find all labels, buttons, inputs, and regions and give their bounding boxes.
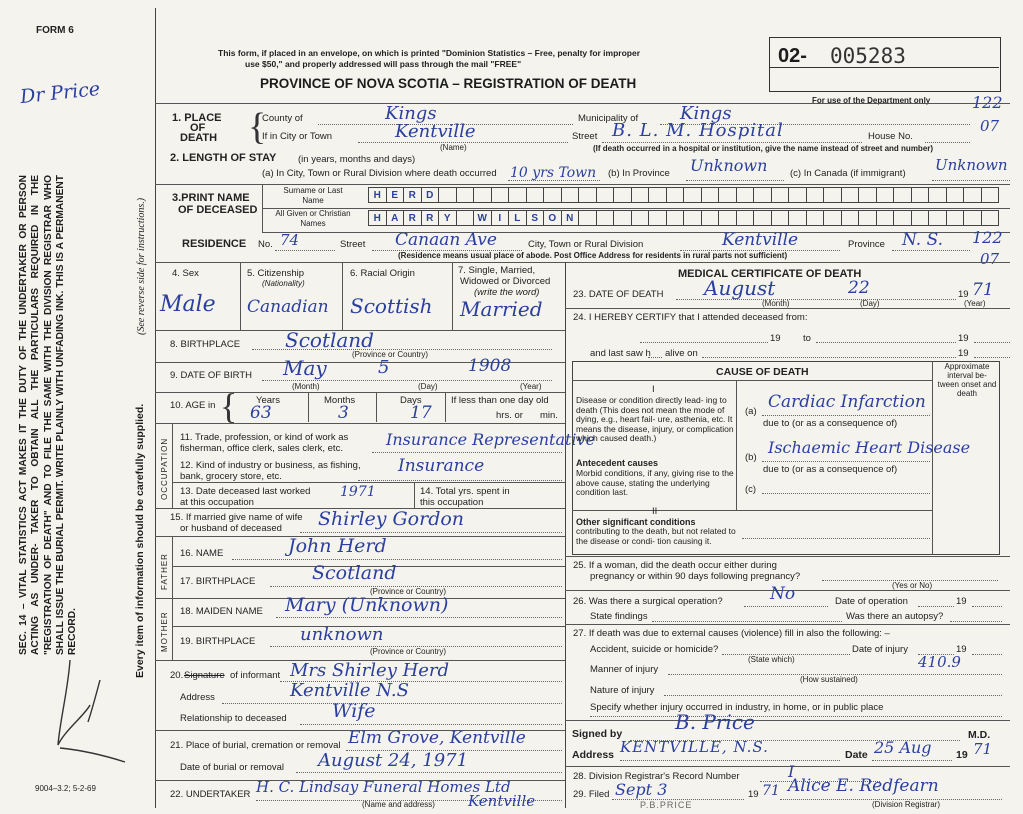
- stay-label-note: (in years, months and days): [298, 154, 416, 165]
- burial-place-label: 21. Place of burial, cremation or removal: [170, 740, 341, 751]
- dept-code-2: 07: [980, 117, 1000, 135]
- dept-code-3: 122: [972, 228, 1003, 247]
- father-name-value: John Herd: [288, 535, 387, 557]
- trade-label-2: fisherman, office clerk, sales clerk, etc.: [180, 443, 343, 454]
- name-letter-box: [928, 187, 947, 203]
- citizenship-note: (Nationality): [262, 279, 305, 288]
- sign-year-prefix: 19: [956, 749, 968, 761]
- age-months-label: Months: [324, 395, 356, 406]
- name-letter-box: [911, 187, 930, 203]
- name-letter-box: [473, 187, 492, 203]
- name-letter-box: [683, 187, 702, 203]
- name-letter-box: [561, 187, 580, 203]
- residence-province: N. S.: [902, 230, 944, 250]
- registrar-stamp: P.B.PRICE: [640, 800, 693, 810]
- father-province-caption: (Province or Country): [370, 587, 447, 596]
- name-letter-box: [981, 187, 1000, 203]
- name-letter-box: [963, 210, 982, 226]
- name-letter-box: N: [561, 210, 580, 226]
- print-code: 9004–3.2; 5-2-69: [35, 784, 96, 793]
- other-conditions-label: Other significant conditions: [576, 517, 696, 527]
- injury-year: 19: [956, 644, 967, 655]
- name-letter-box: E: [386, 187, 405, 203]
- residence-city: Kentville: [722, 230, 799, 250]
- marital-label-1: 7. Single, Married,: [458, 265, 536, 276]
- name-letter-box: [981, 210, 1000, 226]
- death-month: August: [704, 276, 776, 300]
- physician-address-label: Address: [572, 749, 615, 761]
- name-letter-box: [701, 187, 720, 203]
- cause-code: 410.9: [918, 653, 961, 671]
- name-letter-box: [578, 187, 597, 203]
- manner-label: Manner of injury: [590, 664, 659, 675]
- autopsy-label: Was there an autopsy?: [846, 611, 944, 622]
- sign-date-label: Date: [845, 749, 868, 761]
- name-letter-box: H: [368, 187, 387, 203]
- nature-label: Nature of injury: [590, 685, 655, 696]
- medical-title: MEDICAL CERTIFICATE OF DEATH: [678, 268, 862, 280]
- name-label-2: OF DECEASED: [178, 204, 258, 216]
- residence-city-label: City, Town or Rural Division: [528, 239, 644, 250]
- specify-label: Specify whether injury occurred in industry, in home, or in public place: [590, 702, 884, 713]
- due-to-b: due to (or as a consequence of): [763, 464, 898, 475]
- father-birthplace-label: 17. BIRTHPLACE: [180, 576, 256, 587]
- industry-label-1: 12. Kind of industry or business, as fishing,: [180, 460, 361, 471]
- dob-month-caption: (Month): [292, 382, 320, 391]
- stay-label: 2. LENGTH OF STAY: [170, 152, 277, 164]
- attend-year-2: 19: [958, 333, 969, 344]
- registrar-caption: (Division Registrar): [872, 800, 941, 809]
- cause-a-label: (a): [745, 406, 757, 417]
- signed-by-label: Signed by: [572, 728, 623, 740]
- attend-label: 24. I HEREBY CERTIFY that I attended deceased from:: [573, 312, 808, 323]
- hrs-label: hrs. or: [496, 410, 523, 421]
- sex-label: 4. Sex: [172, 268, 199, 279]
- name-label-1: 3.PRINT NAME: [172, 192, 250, 204]
- name-letter-box: [753, 210, 772, 226]
- total-years-label-2: this occupation: [420, 497, 484, 508]
- filed-label: 29. Filed: [573, 789, 610, 800]
- registration-number-box: [769, 37, 1001, 92]
- name-letter-box: [753, 187, 772, 203]
- age-label: 10. AGE in: [170, 400, 216, 411]
- age-years: 63: [250, 403, 272, 423]
- death-day-caption: (Day): [860, 299, 880, 308]
- less-day-label: If less than one day old: [451, 395, 549, 406]
- woman-label-2: pregnancy or within 90 days following pregnancy?: [590, 571, 801, 582]
- name-letter-box: [771, 187, 790, 203]
- name-letter-box: [508, 187, 527, 203]
- name-letter-box: [841, 187, 860, 203]
- name-letter-box: [771, 210, 790, 226]
- stay-province-value: Unknown: [690, 156, 768, 175]
- name-letter-box: [788, 187, 807, 203]
- last-saw-label: and last saw h: [590, 348, 651, 359]
- city-value: Kentville: [395, 121, 476, 142]
- mother-side-label: MOTHER: [160, 611, 169, 652]
- informant-signature-struck: Signature: [184, 670, 225, 681]
- name-letter-box: R: [403, 210, 422, 226]
- op-year: 19: [956, 596, 967, 607]
- name-letter-box: [666, 187, 685, 203]
- yes-no-caption: (Yes or No): [892, 581, 933, 590]
- form-left-border: [155, 8, 156, 808]
- form-title: PROVINCE OF NOVA SCOTIA – REGISTRATION OF DEATH: [260, 76, 637, 91]
- racial-label: 6. Racial Origin: [350, 268, 415, 279]
- name-letter-box: [438, 187, 457, 203]
- racial-value: Scottish: [350, 294, 433, 318]
- dob-day-caption: (Day): [418, 382, 438, 391]
- name-letter-box: S: [526, 210, 545, 226]
- age-years-label: Years: [256, 395, 280, 406]
- place-label-1: 1. PLACE: [172, 112, 222, 124]
- name-letter-box: H: [368, 210, 387, 226]
- burial-place-value: Elm Grove, Kentville: [348, 728, 526, 748]
- due-to-a: due to (or as a consequence of): [763, 418, 898, 429]
- residence-street-label: Street: [340, 239, 366, 250]
- name-letter-box: [718, 210, 737, 226]
- name-letter-box: D: [421, 187, 440, 203]
- attend-to: to: [803, 333, 811, 344]
- place-label-3: DEATH: [180, 132, 218, 144]
- sign-year: 71: [973, 740, 993, 758]
- attend-year-1: 19: [770, 333, 781, 344]
- name-letter-box: [596, 187, 615, 203]
- marital-label-3: (write the word): [474, 287, 540, 298]
- last-worked-label-1: 13. Date deceased last worked: [180, 486, 311, 497]
- dob-month: May: [283, 356, 327, 380]
- name-letter-box: [683, 210, 702, 226]
- dob-label: 9. DATE OF BIRTH: [170, 370, 252, 381]
- margin-annotation: Dr Price: [19, 77, 102, 109]
- occupation-side-label: OCCUPATION: [160, 437, 169, 500]
- sex-value: Male: [160, 292, 216, 317]
- county-label: County of: [262, 113, 303, 124]
- disease-label: Disease or condition directly lead- ing to death (This does not mean the mode of dying, e.g., heart fail- ure, asthenia, etc. It means the disease, injury, or complication which caused death.): [576, 395, 734, 443]
- name-letter-box: [718, 187, 737, 203]
- cause-a-value: Cardiac Infarction: [768, 392, 926, 412]
- dept-code-1: 122: [972, 93, 1003, 112]
- interval-label: Approximate interval be- tween onset and death: [937, 362, 997, 398]
- filed-date: Sept 3: [615, 780, 668, 799]
- envelope-note-1: This form, if placed in an envelope, on which is printed "Dominion Statistics – Free, penalty for improper: [218, 48, 641, 58]
- city-label: If in City or Town: [262, 131, 333, 142]
- name-letter-box: [823, 187, 842, 203]
- total-years-label-1: 14. Total yrs. spent in: [420, 486, 510, 497]
- cause-c-label: (c): [745, 484, 757, 495]
- roman-one: I: [652, 384, 655, 395]
- hospital-note: (If death occurred in a hospital or institution, give the name instead of street and number): [593, 144, 934, 153]
- name-letter-box: [893, 210, 912, 226]
- street-label: Street: [572, 131, 598, 142]
- reg-number: 005283: [830, 44, 906, 68]
- other-conditions-text: contributing to the death, but not related to the disease or condi- tion causing it.: [576, 526, 736, 546]
- burial-date-label: Date of burial or removal: [180, 762, 285, 773]
- name-letter-box: [648, 210, 667, 226]
- undertaker-value: H. C. Lindsay Funeral Homes Ltd: [256, 778, 511, 796]
- physician-signature: B. Price: [675, 710, 755, 734]
- name-letter-box: [631, 187, 650, 203]
- name-letter-box: Y: [438, 210, 457, 226]
- relationship-value: Wife: [332, 700, 376, 722]
- name-letter-box: [963, 187, 982, 203]
- name-letter-box: [806, 187, 825, 203]
- dob-year: 1908: [468, 356, 512, 376]
- stay-canada-label: (c) In Canada (if immigrant): [790, 168, 906, 179]
- state-which-caption: (State which): [748, 655, 795, 664]
- reverse-side-note: (See reverse side for instructions.): [136, 197, 147, 335]
- name-letter-box: L: [508, 210, 527, 226]
- name-letter-box: [928, 210, 947, 226]
- name-letter-box: [823, 210, 842, 226]
- name-letter-box: [788, 210, 807, 226]
- dob-year-caption: (Year): [520, 382, 542, 391]
- age-days-label: Days: [400, 395, 422, 406]
- name-letter-box: [841, 210, 860, 226]
- name-letter-box: [456, 187, 475, 203]
- name-letter-box: [543, 187, 562, 203]
- injury-date-label: Date of injury: [852, 644, 908, 655]
- name-letter-box: R: [421, 210, 440, 226]
- cause-title: CAUSE OF DEATH: [716, 366, 809, 378]
- name-letter-box: [893, 187, 912, 203]
- informant-address-label: Address: [180, 692, 215, 703]
- name-letter-box: W: [473, 210, 492, 226]
- birthplace-value: Scotland: [285, 328, 374, 352]
- name-letter-box: [946, 187, 965, 203]
- informant-address: Kentville N.S: [290, 680, 409, 701]
- citizenship-value: Canadian: [247, 297, 329, 317]
- name-letter-box: [648, 187, 667, 203]
- street-value: B. L. M. Hospital: [612, 120, 784, 141]
- marital-value: Married: [460, 297, 543, 321]
- birthplace-label: 8. BIRTHPLACE: [170, 339, 241, 350]
- dob-day: 5: [378, 357, 390, 378]
- name-letter-box: [858, 210, 877, 226]
- wife-value: Shirley Gordon: [318, 508, 465, 530]
- record-number-label: 28. Division Registrar's Record Number: [573, 771, 740, 782]
- death-date-label: 23. DATE OF DEATH: [573, 289, 664, 300]
- residence-province-label: Province: [848, 239, 885, 250]
- accident-label: Accident, suicide or homicide?: [590, 644, 719, 655]
- name-letter-box: [701, 210, 720, 226]
- registrar-signature: Alice E. Redfearn: [788, 776, 939, 796]
- industry-label-2: bank, grocery store, etc.: [180, 471, 282, 482]
- name-letter-box: [526, 187, 545, 203]
- residence-no: 74: [280, 231, 300, 249]
- alive-on-label: alive on: [665, 348, 698, 359]
- name-letter-box: I: [491, 210, 510, 226]
- carefully-supplied-note: Every item of information should be carefully supplied.: [134, 403, 146, 678]
- mother-birthplace-label: 19. BIRTHPLACE: [180, 636, 256, 647]
- trade-label-1: 11. Trade, profession, or kind of work as: [180, 432, 349, 443]
- name-letter-box: [578, 210, 597, 226]
- min-label: min.: [540, 410, 558, 421]
- informant-name: Mrs Shirley Herd: [290, 660, 450, 681]
- death-year-caption: (Year): [964, 299, 986, 308]
- municipality-value: Kings: [680, 103, 732, 124]
- name-letter-box: [876, 187, 895, 203]
- house-label: House No.: [868, 131, 913, 142]
- burial-date-value: August 24, 1971: [318, 750, 469, 771]
- mother-birthplace-value: unknown: [300, 624, 384, 645]
- roman-two: II: [652, 506, 658, 517]
- name-letter-box: [736, 187, 755, 203]
- name-letter-box: [911, 210, 930, 226]
- wife-label-1: 15. If married give name of wife: [170, 512, 303, 523]
- residence-note: (Residence means usual place of abode. Post Office Address for residents in rural parts not sufficient): [398, 251, 788, 260]
- name-letter-box: [456, 210, 475, 226]
- place-label-2: OF: [190, 122, 206, 134]
- external-label: 27. If death was due to external causes (violence) fill in also the following: –: [573, 628, 890, 639]
- residence-label: RESIDENCE: [182, 238, 247, 250]
- name-letter-box: [631, 210, 650, 226]
- antecedent-label: Antecedent causes: [576, 458, 659, 468]
- name-letter-box: [876, 210, 895, 226]
- last-worked-label-2: at this occupation: [180, 497, 254, 508]
- sign-date: 25 Aug: [874, 738, 932, 757]
- name-letter-box: [858, 187, 877, 203]
- age-days: 17: [410, 403, 432, 423]
- name-letter-box: [613, 210, 632, 226]
- undertaker-label: 22. UNDERTAKER: [170, 789, 251, 800]
- how-sustained-caption: (How sustained): [800, 675, 858, 684]
- dept-code-4: 07: [980, 250, 1000, 268]
- stay-canada-value: Unknown: [935, 156, 1008, 174]
- municipality-label: Municipality of: [578, 113, 639, 124]
- cause-b-value: Ischaemic Heart Disease: [768, 438, 971, 457]
- record-number: I: [788, 762, 795, 781]
- mother-name-label: 18. MAIDEN NAME: [180, 606, 263, 617]
- name-letter-box: O: [543, 210, 562, 226]
- father-birthplace-value: Scotland: [312, 562, 397, 584]
- name-letter-box: [946, 210, 965, 226]
- father-side-label: FATHER: [160, 553, 169, 590]
- envelope-note-2: use $50," and properly addressed will pass through the mail "FREE": [245, 59, 522, 69]
- name-caption: (Name): [440, 143, 467, 152]
- surname-label: Surname or Last Name: [283, 186, 343, 205]
- name-letter-box: [613, 187, 632, 203]
- death-year-prefix: 19: [958, 289, 969, 300]
- cause-b-label: (b): [745, 452, 757, 463]
- death-year: 71: [972, 280, 994, 300]
- physician-address: KENTVILLE, N.S.: [620, 738, 769, 756]
- residence-street: Canaan Ave: [395, 230, 497, 250]
- death-month-caption: (Month): [762, 299, 790, 308]
- last-worked-value: 1971: [340, 484, 376, 500]
- antecedent-text: Morbid conditions, if any, giving rise to the above cause, stating the underlying condition last.: [576, 468, 734, 497]
- name-letter-box: [736, 210, 755, 226]
- alive-year: 19: [958, 348, 969, 359]
- informant-label: of informant: [230, 670, 281, 681]
- margin-initials-mark: [30, 650, 130, 770]
- informant-number: 20.: [170, 670, 184, 681]
- name-letter-box: [596, 210, 615, 226]
- name-letter-box: [491, 187, 510, 203]
- undertaker-caption: (Name and address): [362, 800, 435, 809]
- residence-no-label: No.: [258, 239, 273, 250]
- stay-city-label: (a) In City, Town or Rural Division where death occurred: [262, 168, 497, 179]
- mother-name-value: Mary (Unknown): [285, 594, 449, 616]
- woman-label-1: 25. If a woman, did the death occur either during: [573, 560, 777, 571]
- operation-label: 26. Was there a surgical operation?: [573, 596, 723, 607]
- name-letter-box: [806, 210, 825, 226]
- op-date-label: Date of operation: [835, 596, 908, 607]
- dept-use-label: For use of the Department only: [812, 96, 931, 105]
- mother-province-caption: (Province or Country): [370, 647, 447, 656]
- birthplace-caption: (Province or Country): [352, 350, 429, 359]
- county-value: Kings: [385, 103, 437, 124]
- name-letter-box: [666, 210, 685, 226]
- industry-value: Insurance: [398, 456, 485, 476]
- wife-label-2: or husband of deceased: [180, 523, 282, 534]
- father-name-label: 16. NAME: [180, 548, 224, 559]
- vital-statistics-notice: SEC. 14 – VITAL STATISTICS ACT MAKES IT THE DUTY OF THE UNDERTAKER OR PERSON ACTING AS UNDER- TAKER TO OBTAIN ALL THE PARTICULARS REQUIRED IN THE "REGISTRATION OF DEATH" AND TO FILE THE SAME WITH THE DIVISION REGISTRAR WHO SHALL ISSUE THE BURIAL PERMIT. WRITE PLAINLY WITH UNFADING INK. THIS IS A PERMANENT RECORD.: [18, 175, 79, 655]
- filed-year-prefix: 19: [748, 789, 759, 800]
- undertaker-value-2: Kentville: [468, 792, 536, 810]
- md-label: M.D.: [968, 729, 991, 741]
- marital-label-2: Widowed or Divorced: [460, 276, 551, 287]
- stay-province-label: (b) In Province: [608, 168, 670, 179]
- citizenship-label: 5. Citizenship: [247, 268, 305, 279]
- name-letter-box: A: [386, 210, 405, 226]
- age-months: 3: [338, 403, 349, 423]
- name-letter-box: R: [403, 187, 422, 203]
- given-label: All Given or Christian Names: [275, 209, 351, 228]
- death-day: 22: [848, 278, 870, 298]
- operation-value: No: [770, 584, 796, 604]
- trade-value: Insurance Representative: [386, 430, 596, 449]
- stay-city-value: 10 yrs Town: [510, 165, 597, 181]
- filed-year: 71: [762, 783, 780, 799]
- relationship-label: Relationship to deceased: [180, 713, 287, 724]
- findings-label: State findings: [590, 611, 648, 622]
- form-number: FORM 6: [36, 25, 74, 36]
- reg-prefix: 02-: [778, 45, 807, 67]
